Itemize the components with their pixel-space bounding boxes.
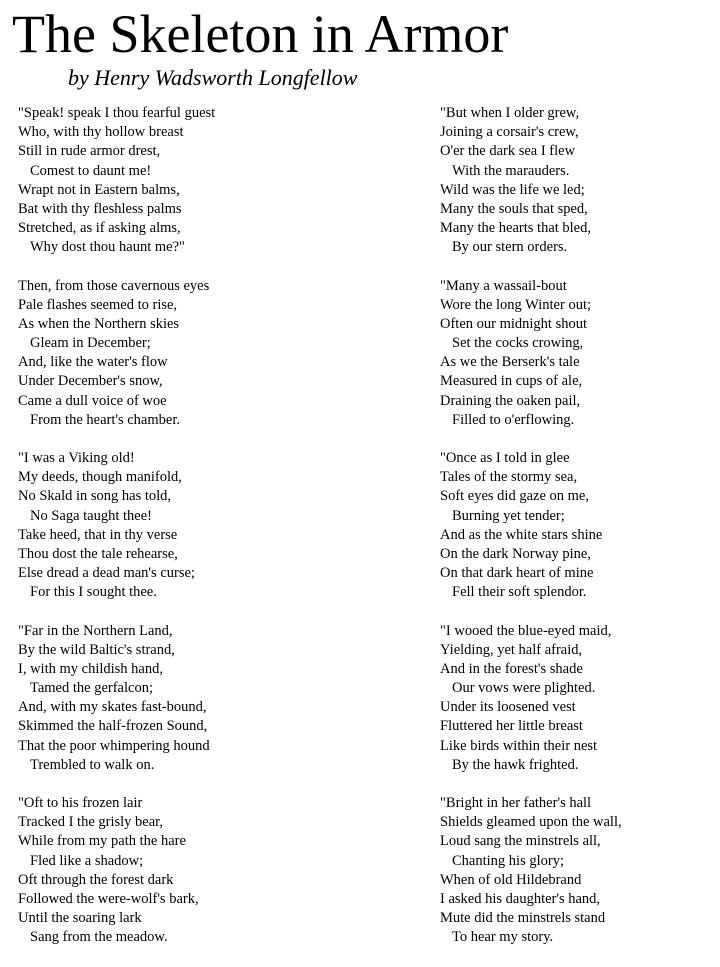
poem-line: Until the soaring lark: [18, 910, 142, 927]
poem-line: Joining a corsair's crew,: [440, 124, 579, 141]
poem-line: On the dark Norway pine,: [440, 545, 591, 562]
poem-line: My deeds, though manifold,: [18, 469, 182, 486]
poem-line: Many the souls that sped,: [440, 200, 588, 217]
poem-line: Under its loosened vest: [440, 699, 576, 716]
poem-byline: by Henry Wadsworth Longfellow: [68, 65, 358, 90]
poem-line: From the heart's chamber.: [30, 411, 180, 428]
poem-line: Bat with thy fleshless palms: [18, 200, 182, 217]
poem-line: With the marauders.: [452, 162, 570, 179]
poem-line: And as the white stars shine: [440, 526, 603, 543]
poem-line: Shields gleamed upon the wall,: [440, 814, 622, 831]
poem-line: Still in rude armor drest,: [18, 143, 161, 160]
poem-title: The Skeleton in Armor: [12, 4, 509, 64]
poem-line: Tales of the stormy sea,: [440, 469, 578, 486]
poem-line: Trembled to walk on.: [30, 756, 155, 773]
poem-line: Why dost thou haunt me?": [30, 239, 185, 256]
stanza: [440, 449, 715, 603]
poem-line: Soft eyes did gaze on me,: [440, 488, 589, 505]
poem-line: Sang from the meadow.: [30, 929, 168, 946]
poem-line: "But when I older grew,: [440, 105, 580, 121]
poem-line: Mute did the minstrels stand: [440, 910, 606, 927]
stanza: [18, 277, 418, 431]
poem-line: To hear my story.: [452, 929, 554, 946]
stanza: [18, 794, 418, 948]
poem-line: I, with my childish hand,: [18, 660, 163, 677]
poem-line: Came a dull voice of woe: [18, 392, 167, 409]
poem-line: By the hawk frighted.: [452, 756, 579, 773]
poem-line: Fled like a shadow;: [30, 852, 144, 869]
poem-line: Like birds within their nest: [440, 737, 598, 754]
poem-line: "Oft to his frozen lair: [18, 795, 143, 811]
poem-line: Stretched, as if asking alms,: [18, 220, 181, 237]
poem-line: Under December's snow,: [18, 373, 163, 390]
poem-line: By our stern orders.: [452, 239, 568, 256]
poem-line: Wore the long Winter out;: [440, 296, 592, 313]
poem-line: Tracked I the grisly bear,: [18, 814, 164, 831]
poem-line: While from my path the hare: [18, 833, 186, 850]
poem-line: Burning yet tender;: [452, 507, 565, 524]
poem-line: Then, from those cavernous eyes: [18, 277, 210, 294]
poem-line: Skimmed the half-frozen Sound,: [18, 718, 208, 735]
poem-line: "Many a wassail-bout: [440, 277, 567, 294]
poem-line: Set the cocks crowing,: [452, 335, 584, 352]
poem-line: "Once as I told in glee: [440, 450, 570, 466]
poem-line: Often our midnight shout: [440, 315, 588, 332]
poem-line: Else dread a dead man's curse;: [18, 565, 195, 582]
poem-line: Pale flashes seemed to rise,: [18, 296, 178, 313]
poem-line: Wild was the life we led;: [440, 181, 585, 198]
poem-line: By the wild Baltic's strand,: [18, 641, 175, 658]
stanza: [440, 794, 715, 948]
poem-line: As we the Berserk's tale: [440, 354, 580, 371]
poem-line: No Skald in song has told,: [18, 488, 172, 505]
stanza: [18, 449, 418, 603]
poem-line: "Far in the Northern Land,: [18, 622, 173, 639]
poem-column-right: [440, 104, 715, 967]
poem-line: Many the hearts that bled,: [440, 220, 591, 237]
stanza: [18, 622, 418, 776]
poem-line: Tamed the gerfalcon;: [30, 680, 153, 697]
poem-line: Wrapt not in Eastern balms,: [18, 181, 180, 198]
poem-line: Who, with thy hollow breast: [18, 124, 184, 141]
poem-line: Followed the were-wolf's bark,: [18, 890, 199, 907]
poem-line: And, like the water's flow: [18, 354, 168, 371]
poem-line: "Bright in her father's hall: [440, 795, 592, 811]
poem-line: No Saga taught thee!: [30, 507, 153, 524]
stanza: [18, 104, 418, 258]
poem-line: For this I sought thee.: [30, 584, 157, 601]
poem-column-left: [18, 104, 418, 967]
poem-line: Draining the oaken pail,: [440, 392, 581, 409]
poem-line: Gleam in December;: [30, 335, 151, 352]
poem-line: "I was a Viking old!: [18, 450, 135, 466]
poem-line: Measured in cups of ale,: [440, 373, 583, 390]
poem-line: "Speak! speak I thou fearful guest: [18, 105, 216, 121]
poem-line: And, with my skates fast-bound,: [18, 699, 207, 716]
stanza: [440, 622, 715, 776]
poem-line: Oft through the forest dark: [18, 871, 174, 888]
poem-line: Fluttered her little breast: [440, 718, 583, 735]
poem-line: Take heed, that in thy verse: [18, 526, 178, 543]
poem-line: Yielding, yet half afraid,: [440, 641, 583, 658]
poem-line: Our vows were plighted.: [452, 680, 596, 697]
poem-line: Comest to daunt me!: [30, 162, 152, 179]
stanza: [440, 277, 715, 431]
stanza: [440, 104, 715, 258]
poem-line: Fell their soft splendor.: [452, 584, 587, 601]
poem-line: On that dark heart of mine: [440, 565, 594, 582]
poem-line: Thou dost the tale rehearse,: [18, 545, 178, 562]
poem-line: Filled to o'erflowing.: [452, 411, 575, 428]
poem-line: As when the Northern skies: [18, 315, 180, 332]
poem-line: That the poor whimpering hound: [18, 737, 210, 754]
poem-line: And in the forest's shade: [440, 660, 583, 677]
poem-line: When of old Hildebrand: [440, 871, 582, 888]
poem-line: I asked his daughter's hand,: [440, 890, 601, 907]
poem-line: Chanting his glory;: [452, 852, 564, 869]
poem-line: Loud sang the minstrels all,: [440, 833, 601, 850]
poem-line: O'er the dark sea I flew: [440, 143, 576, 160]
poem-line: "I wooed the blue-eyed maid,: [440, 622, 612, 639]
